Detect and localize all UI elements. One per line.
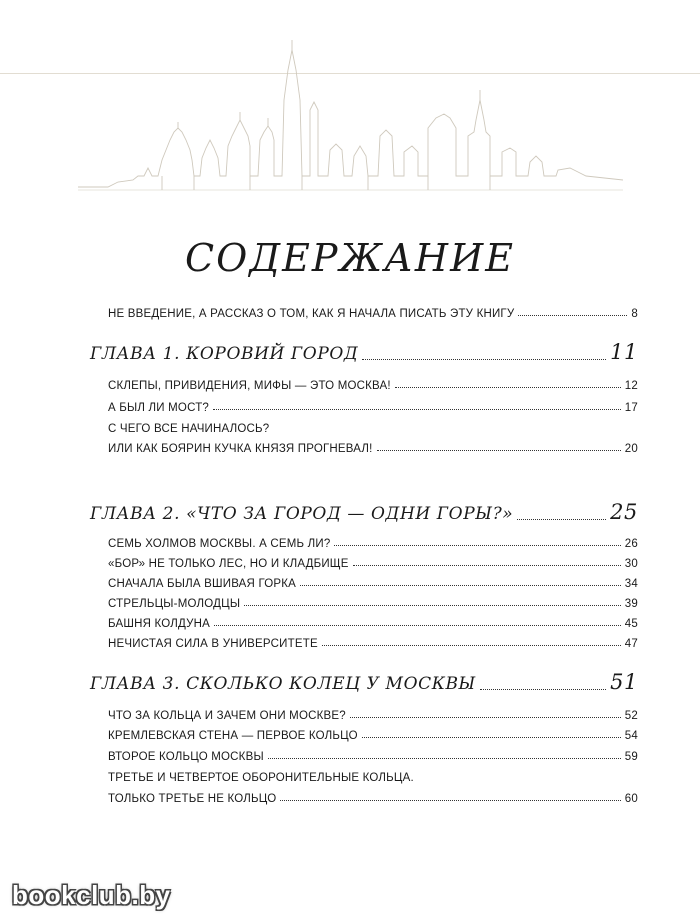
toc-entry (108, 638, 638, 650)
toc-entry-text: СНАЧАЛА БЫЛА ВШИВАЯ ГОРКА (108, 578, 297, 590)
toc-entry-text: ТРЕТЬЕ И ЧЕТВЕРТОЕ ОБОРОНИТЕЛЬНЫЕ КОЛЬЦА. (108, 772, 414, 784)
chapter-title: ГЛАВА 2. «ЧТО ЗА ГОРОД — ОДНИ ГОРЫ?» (90, 504, 514, 524)
chapter-page: 25 (610, 500, 638, 524)
watermark-text: bookclub.by (12, 880, 171, 910)
toc-entry-page: 30 (624, 558, 638, 570)
dot-leader (214, 625, 621, 626)
toc-entry (108, 751, 638, 763)
toc-entry-text: ЧТО ЗА КОЛЬЦА И ЗАЧЕМ ОНИ МОСКВЕ? (108, 710, 346, 722)
chapter-title: ГЛАВА 3. СКОЛЬКО КОЛЕЦ У МОСКВЫ (90, 674, 476, 694)
toc-entry-text: С ЧЕГО ВСЕ НАЧИНАЛОСЬ? (108, 423, 270, 435)
dot-leader (395, 387, 621, 388)
toc-entry (108, 558, 638, 570)
dot-leader (322, 645, 621, 646)
toc-entry (108, 618, 638, 630)
toc-entry (108, 578, 638, 590)
toc-entry (108, 380, 638, 392)
toc-entry-page: 20 (624, 443, 638, 455)
dot-leader (518, 315, 627, 316)
toc-entry-page: 34 (624, 578, 638, 590)
dot-leader (244, 605, 621, 606)
toc-entry-text: БАШНЯ КОЛДУНА (108, 618, 211, 630)
dot-leader (334, 545, 620, 546)
toc-entry-text: НЕ ВВЕДЕНИЕ, А РАССКАЗ О ТОМ, КАК Я НАЧАЛА ПИСАТЬ ЭТУ КНИГУ (108, 308, 515, 320)
toc-entry (108, 730, 638, 742)
toc-entry-page: 54 (624, 730, 638, 742)
chapter-heading (90, 500, 638, 524)
dot-leader (362, 737, 621, 738)
toc-entry (108, 443, 638, 455)
chapter-heading (90, 340, 638, 364)
toc-entry-text: НЕЧИСТАЯ СИЛА В УНИВЕРСИТЕТЕ (108, 638, 318, 650)
dot-leader (362, 359, 606, 360)
toc-entry-page: 47 (624, 638, 638, 650)
dot-leader (300, 585, 621, 586)
dot-leader (480, 689, 606, 690)
dot-leader (353, 565, 621, 566)
toc-entry (108, 710, 638, 722)
toc-entry-text: А БЫЛ ЛИ МОСТ? (108, 402, 210, 414)
toc-entry-page: 45 (624, 618, 638, 630)
toc-entry (108, 793, 638, 805)
toc-intro-entry (108, 308, 638, 320)
dot-leader (213, 409, 621, 410)
chapter-page: 51 (610, 670, 638, 694)
moscow-skyline-illustration (78, 40, 623, 200)
toc-entry-text: «БОР» НЕ ТОЛЬКО ЛЕС, НО И КЛАДБИЩЕ (108, 558, 349, 570)
page-title: СОДЕРЖАНИЕ (185, 236, 515, 280)
dot-leader (280, 800, 620, 801)
chapter-heading (90, 670, 638, 694)
toc-entry-text: СЕМЬ ХОЛМОВ МОСКВЫ. А СЕМЬ ЛИ? (108, 538, 331, 550)
toc-entry (108, 402, 638, 414)
dot-leader (377, 450, 621, 451)
toc-entry-page: 59 (624, 751, 638, 763)
toc-entry (108, 423, 638, 435)
chapter-page: 11 (610, 340, 638, 364)
toc-entry-page: 8 (631, 308, 638, 320)
dot-leader (268, 758, 621, 759)
toc-entry-page: 39 (624, 598, 638, 610)
toc-entry-text: СТРЕЛЬЦЫ-МОЛОДЦЫ (108, 598, 241, 610)
toc-entry (108, 538, 638, 550)
toc-entry-text: ИЛИ КАК БОЯРИН КУЧКА КНЯЗЯ ПРОГНЕВАЛ! (108, 443, 373, 455)
toc-entry (108, 772, 638, 784)
toc-entry-page: 17 (624, 402, 638, 414)
toc-entry-page: 26 (624, 538, 638, 550)
toc-entry-text: СКЛЕПЫ, ПРИВИДЕНИЯ, МИФЫ — ЭТО МОСКВА! (108, 380, 391, 392)
dot-leader (517, 519, 606, 520)
toc-entry-text: КРЕМЛЕВСКАЯ СТЕНА — ПЕРВОЕ КОЛЬЦО (108, 730, 358, 742)
toc-entry (108, 598, 638, 610)
toc-entry-page: 52 (624, 710, 638, 722)
toc-entry-text: ВТОРОЕ КОЛЬЦО МОСКВЫ (108, 751, 264, 763)
toc-entry-text: ТОЛЬКО ТРЕТЬЕ НЕ КОЛЬЦО (108, 793, 277, 805)
toc-entry-page: 60 (624, 793, 638, 805)
toc-entry-page: 12 (624, 380, 638, 392)
dot-leader (350, 717, 621, 718)
chapter-title: ГЛАВА 1. КОРОВИЙ ГОРОД (90, 344, 359, 364)
